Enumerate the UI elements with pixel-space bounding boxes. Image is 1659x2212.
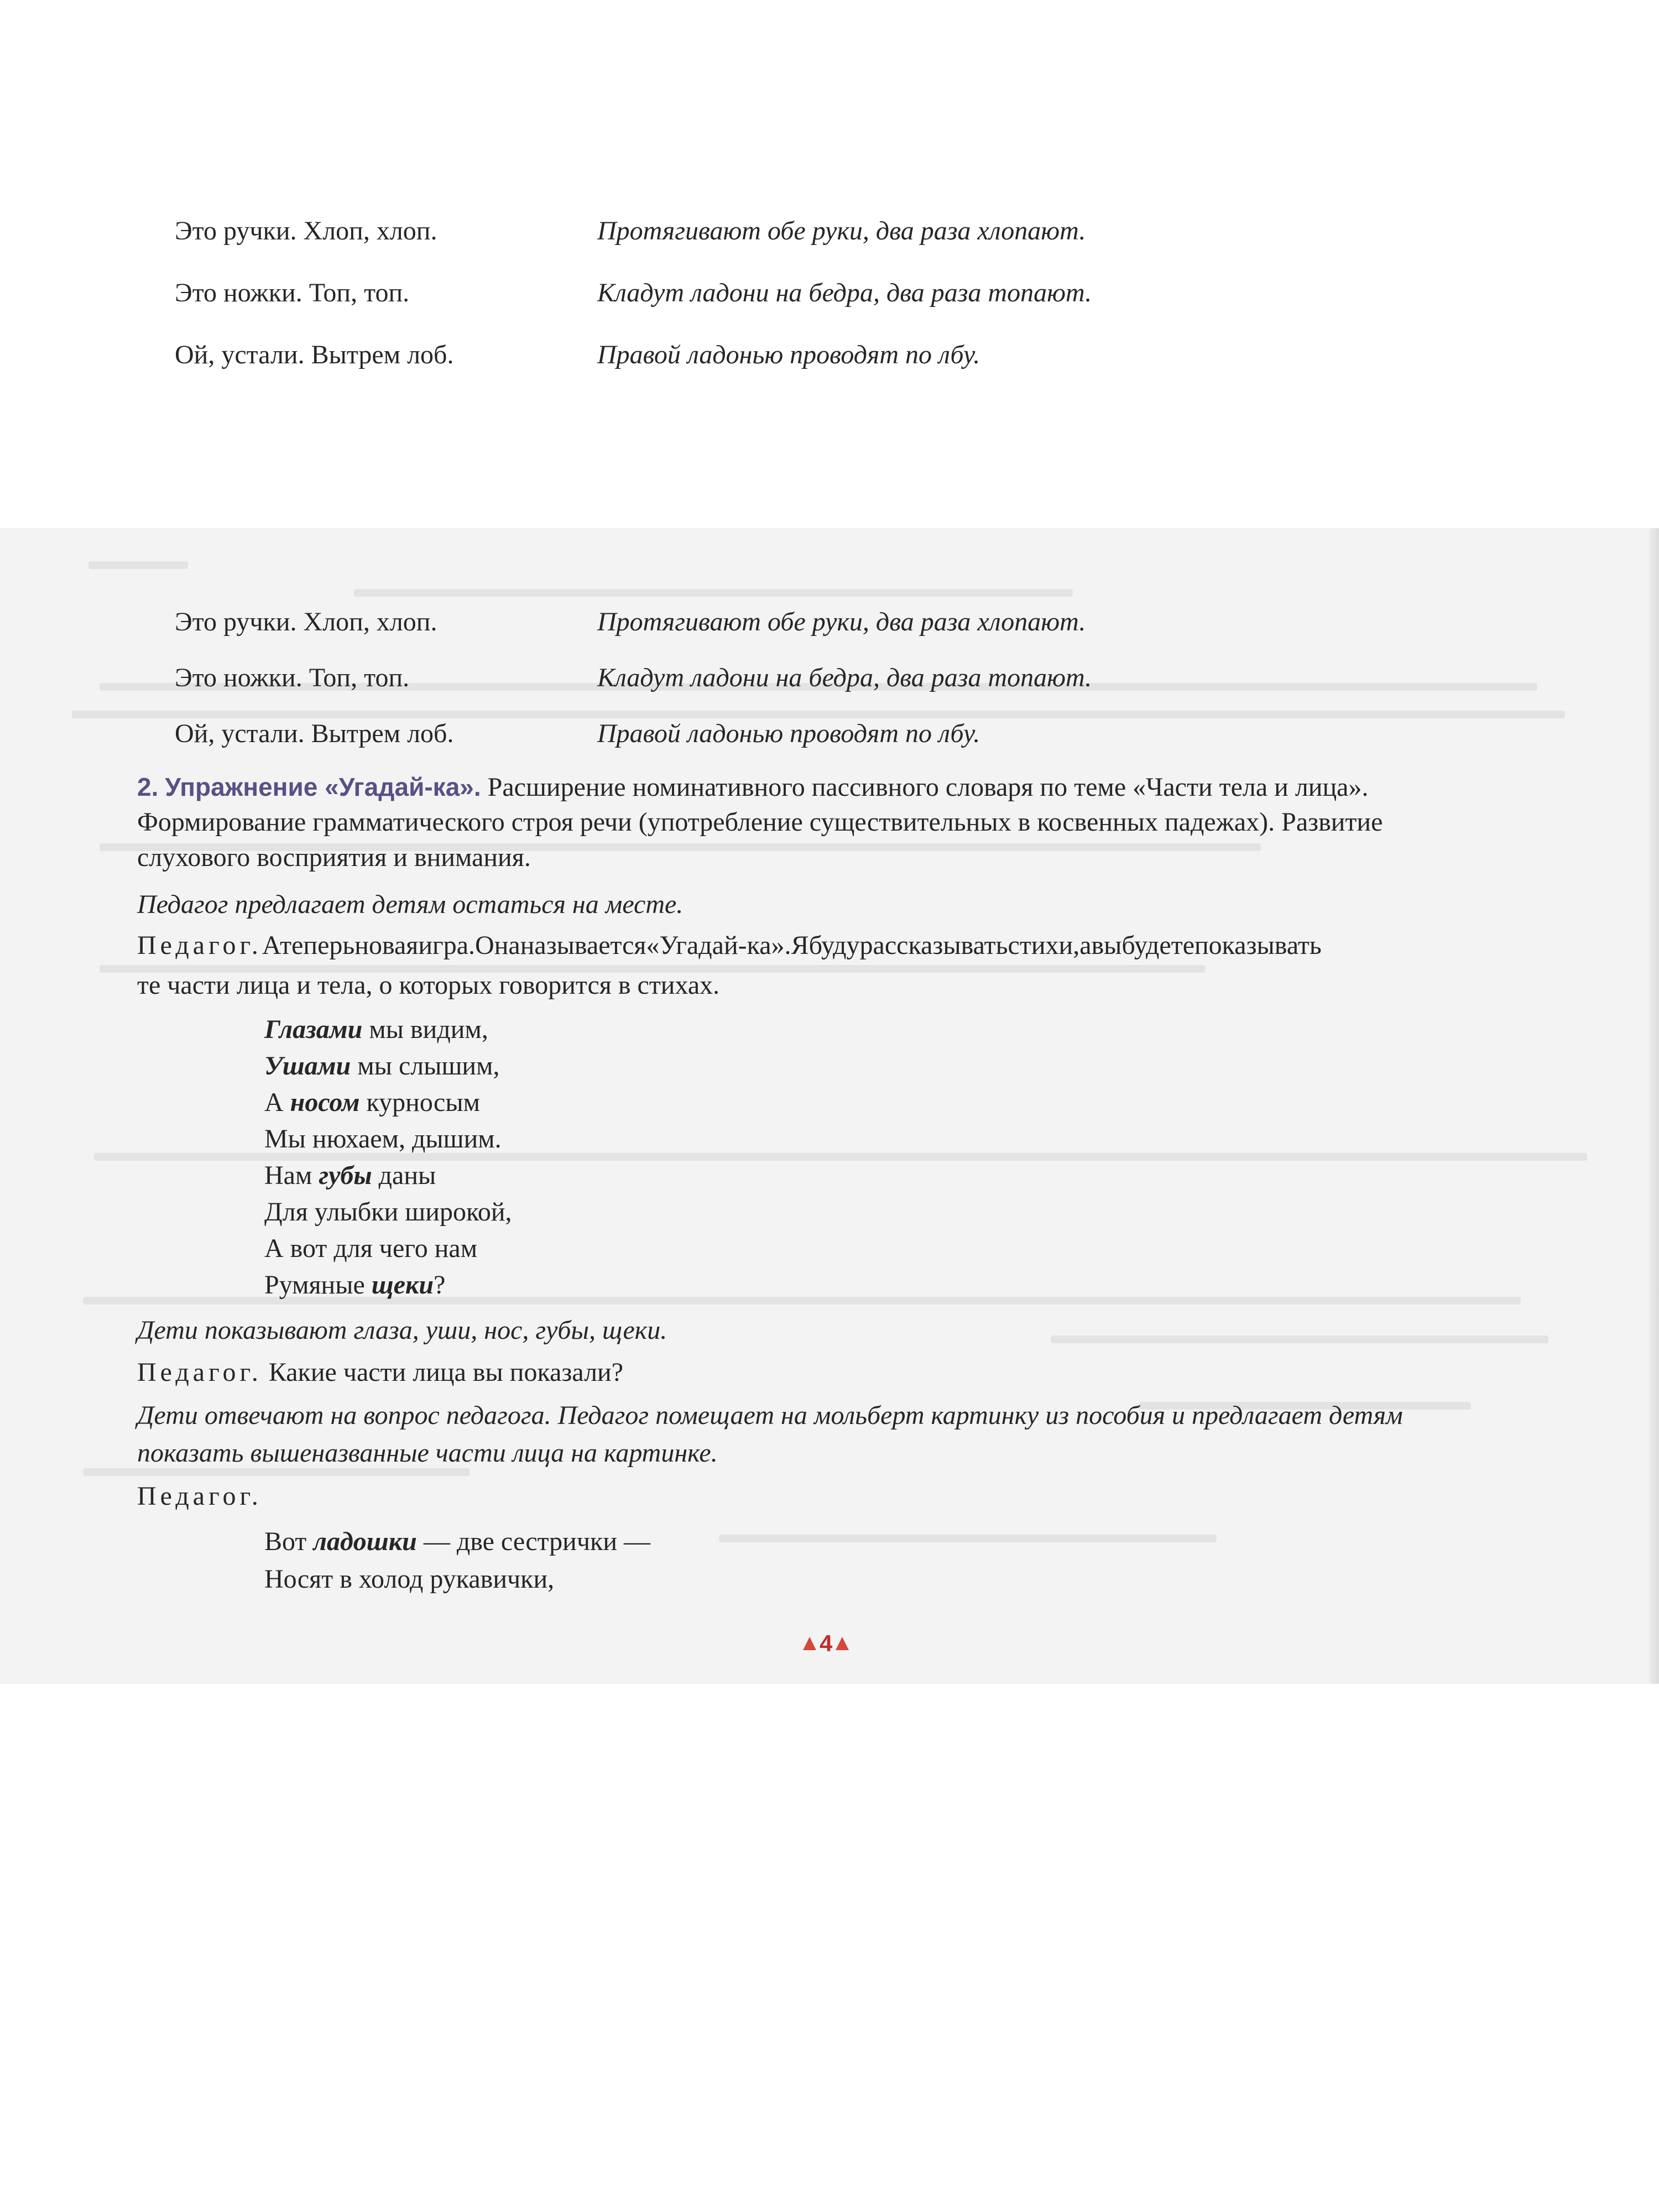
exercise-number: 2. (137, 773, 159, 801)
show-through (1051, 1335, 1548, 1343)
poem-top-line-2-left: Это ножки. Топ, топ. (175, 278, 410, 307)
poem-top-line-2-right: Кладут ладони на бедра, два раза топают. (597, 278, 1092, 307)
verse-line-5: Нам губы даны (264, 1161, 436, 1190)
instruction-1: Педагог предлагает детям остаться на месте. (137, 890, 684, 919)
instruction-3-line-1: Дети отвечают на вопрос педагога. Педагог помещает на мольберт картинку из пособия и предлагает детям (137, 1401, 1403, 1430)
teacher-speech: Атеперьноваяигра.Онаназывается«Угадай-ка».Ябудурассказыватьстихи,авыбудетепоказывать (262, 931, 1322, 960)
triangle-icon (836, 1637, 849, 1650)
page-number-value: 4 (820, 1630, 833, 1656)
teacher-line-2 (137, 1356, 623, 1389)
poem-line-1-right: Протягивают обе руки, два раза хлопают. (597, 607, 1086, 637)
poem-top-line-1-left: Это ручки. Хлоп, хлоп. (175, 216, 437, 246)
show-through (719, 1535, 1217, 1542)
teacher-line-1 (137, 929, 1322, 962)
poem-line-2-left: Это ножки. Топ, топ. (175, 663, 410, 692)
speaker-label: Педагог. (137, 1358, 262, 1387)
verse2-line-1: Вот ладошки — две сестрички — (264, 1527, 651, 1556)
verse-line-8: Румяные щеки? (264, 1270, 446, 1300)
teacher-speech: Какие части лица вы показали? (268, 1358, 624, 1387)
poem-line-2-right: Кладут ладони на бедра, два раза топают. (597, 663, 1092, 692)
page-number (803, 1630, 849, 1657)
verse-line-6: Для улыбки широкой, (264, 1197, 512, 1227)
verse-line-7: А вот для чего нам (264, 1234, 478, 1263)
teacher-line-1-cont: те части лица и тела, о которых говорится в стихах. (137, 971, 720, 1000)
poem-line-1-left: Это ручки. Хлоп, хлоп. (175, 607, 437, 637)
speaker-label: Педагог. (137, 931, 262, 960)
instruction-2: Дети показывают глаза, уши, нос, губы, щеки. (137, 1316, 667, 1345)
exercise-description: Расширение номинативного пассивного словаря по теме «Части тела и лица». (487, 773, 1369, 802)
show-through (354, 589, 1073, 597)
poem-top-line-3-right: Правой ладонью проводят по лбу. (597, 340, 980, 369)
exercise-description-line-3: слухового восприятия и внимания. (137, 843, 531, 872)
exercise-heading-line (137, 770, 1368, 804)
instruction-3-line-2: показать вышеназванные части лица на картинке. (137, 1438, 718, 1468)
exercise-title: Упражнение «Угадай-ка». (165, 773, 481, 801)
speaker-label: Педагог. (137, 1481, 262, 1511)
teacher-line-3 (137, 1480, 262, 1513)
poem-line-3-left: Ой, устали. Вытрем лоб. (175, 719, 454, 748)
triangle-icon (803, 1637, 816, 1650)
poem-line-3-right: Правой ладонью проводят по лбу. (597, 719, 980, 748)
verse-line-3: А носом курносым (264, 1088, 480, 1117)
poem-top-line-3-left: Ой, устали. Вытрем лоб. (175, 340, 454, 369)
poem-top-line-1-right: Протягивают обе руки, два раза хлопают. (597, 216, 1086, 246)
verse2-line-2: Носят в холод рукавички, (264, 1564, 555, 1594)
verse-line-1: Глазами мы видим, (264, 1015, 488, 1044)
verse-line-2: Ушами мы слышим, (264, 1051, 500, 1081)
show-through (88, 561, 188, 569)
page-edge (1649, 528, 1659, 1684)
verse-line-4: Мы нюхаем, дышим. (264, 1124, 502, 1154)
exercise-description-line-2: Формирование грамматического строя речи (употребление существительных в косвенных падежах). Развитие (137, 807, 1383, 837)
